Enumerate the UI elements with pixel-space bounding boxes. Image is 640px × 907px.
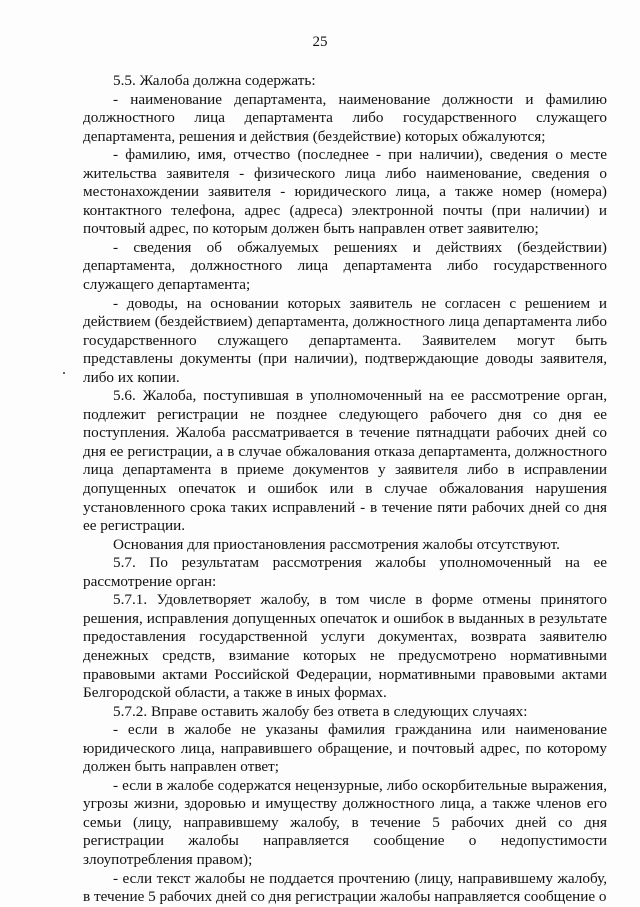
list-item-no-surname: - если в жалобе не указаны фамилия гражданина или наименование юридического лица, направившего обращение, и почтовый адрес, по которому должен быть направлен ответ; (83, 721, 607, 776)
page-number: 25 (312, 34, 328, 50)
scan-speck (63, 372, 65, 374)
list-item-department-name: - наименование департамента, наименование должности и фамилию должностного лица департамента либо государственного служащего департамента, решения и действия (бездействие) которых обжалуются; (83, 90, 607, 145)
section-5-7-paragraph: 5.7. По результатам рассмотрения жалобы уполномоченный на ее рассмотрение орган: (83, 554, 607, 590)
list-item-appealed-decisions: - сведения об обжалуемых решениях и действиях (бездействии) департамента, должностного лица департамента либо государственного служащего департамента; (83, 238, 607, 294)
section-5-7-2-heading: 5.7.2. Вправе оставить жалобу без ответа в следующих случаях: (113, 702, 528, 720)
document-body (83, 72, 607, 907)
section-5-6-paragraph: 5.6. Жалоба, поступившая в уполномоченный на ее рассмотрение орган, подлежит регистрации не позднее следующего рабочего дня со дня ее поступления. Жалоба рассматривается в течение пятнадцати рабочих дней со дня ее регистрации, а в случае обжалования отказа департамента, должностного лица департамента в приеме документов у заявителя либо в исправлении допущенных опечаток и ошибок или в случае обжалования нарушения установленного срока таких исправлений - в течение пяти рабочих дней со дня ее регистрации. (83, 387, 607, 535)
list-item-arguments: - доводы, на основании которых заявитель не согласен с решением и действием (бездействием) департамента, должностного лица департамента либо государственного служащего департамента. Заявителем могут быть представлены документы (при наличии), подтверждающие доводы заявителя, либо их копии. (83, 294, 607, 386)
suspension-grounds-paragraph: Основания для приостановления рассмотрения жалобы отсутствуют. (113, 535, 560, 553)
list-item-obscene-language: - если в жалобе содержатся нецензурные, либо оскорбительные выражения, угрозы жизни, здоровью и имуществу должностного лица, а также членов его семьи (лицу, направившему жалобу, в течение 5 рабочих дней со дня регистрации жалобы направляется сообщение о недопустимости злоупотребления правом); (83, 776, 607, 868)
section-heading-5-5: 5.5. Жалоба должна содержать: (113, 72, 316, 89)
list-item-unreadable-text: - если текст жалобы не поддается прочтению (лицу, направившему жалобу, в течение 5 рабочих дней со дня регистрации жалобы направляется сообщение о (83, 869, 607, 906)
section-5-7-1-paragraph: 5.7.1. Удовлетворяет жалобу, в том числе в форме отмены принятого решения, исправления допущенных опечаток и ошибок в выданных в результате предоставления государственной услуги документах, возврата заявителю денежных средств, взимание которых не предусмотрено нормативными правовыми актами Российской Федерации, нормативными правовыми актами Белгородской области, а также в иных формах. (83, 591, 607, 702)
list-item-applicant-details: - фамилию, имя, отчество (последнее - при наличии), сведения о месте жительства заявителя - физического лица либо наименование, сведения о местонахождении заявителя - юридического лица, а также номер (номера) контактного телефона, адрес (адреса) электронной почты (при наличии) и почтовый адрес, по которым должен быть направлен ответ заявителю; (83, 146, 607, 238)
